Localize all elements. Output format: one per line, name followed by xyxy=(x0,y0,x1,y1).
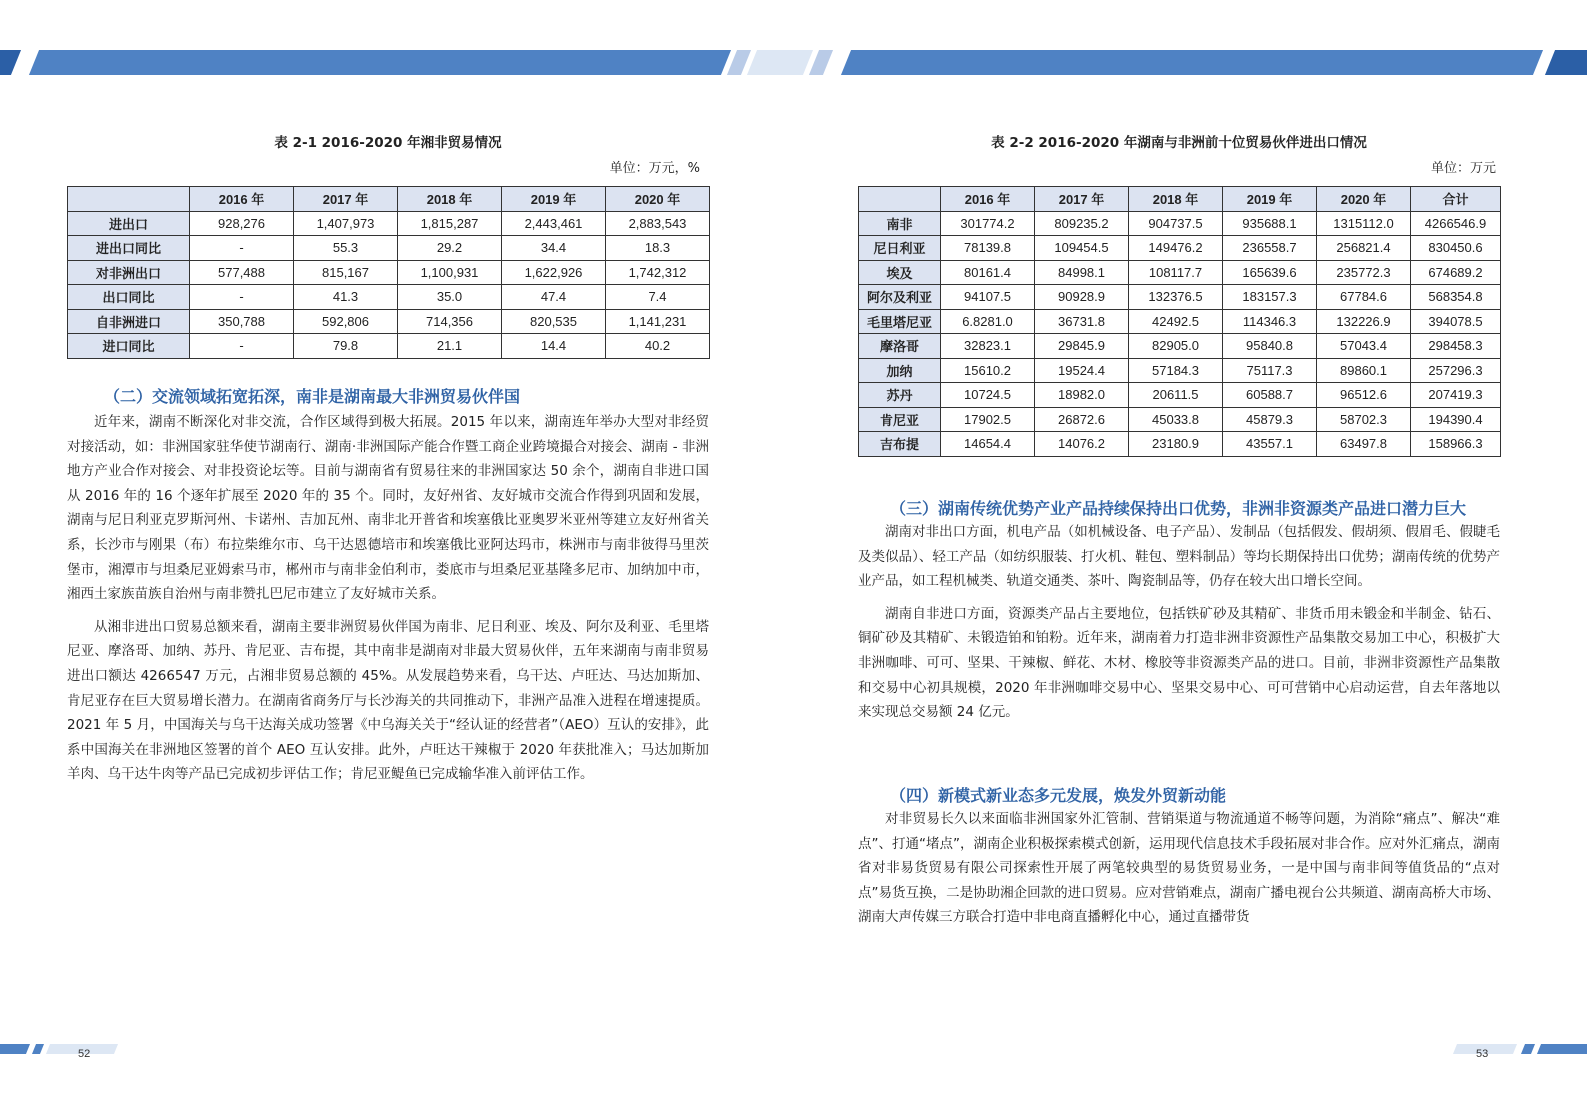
table-cell: 301774.2 xyxy=(941,211,1035,236)
row-label: 进口同比 xyxy=(68,334,190,359)
table-cell: 58702.3 xyxy=(1317,407,1411,432)
table-cell: - xyxy=(190,285,294,310)
table-cell: 89860.1 xyxy=(1317,358,1411,383)
table-row xyxy=(68,285,710,310)
table-cell: 935688.1 xyxy=(1223,211,1317,236)
table-row xyxy=(859,285,1501,310)
table-header-cell: 2017 年 xyxy=(1035,187,1129,212)
row-label: 出口同比 xyxy=(68,285,190,310)
table-header-cell: 合计 xyxy=(1411,187,1501,212)
table-cell: 7.4 xyxy=(606,285,710,310)
table-cell: 35.0 xyxy=(398,285,502,310)
table-cell: 928,276 xyxy=(190,211,294,236)
table-cell: 90928.9 xyxy=(1035,285,1129,310)
table-cell: 1,815,287 xyxy=(398,211,502,236)
table-header-cell: 2020 年 xyxy=(606,187,710,212)
table-cell: 41.3 xyxy=(294,285,398,310)
table-cell: 114346.3 xyxy=(1223,309,1317,334)
table-cell: 4266546.9 xyxy=(1411,211,1501,236)
table-row xyxy=(859,211,1501,236)
left-body-text xyxy=(67,410,709,795)
table-header-cell: 2018 年 xyxy=(1129,187,1223,212)
table-cell: 36731.8 xyxy=(1035,309,1129,334)
table-cell: 96512.6 xyxy=(1317,383,1411,408)
table-row xyxy=(859,383,1501,408)
section-3-heading: （三）湖南传统优势产业产品持续保持出口优势，非洲非资源类产品进口潜力巨大 xyxy=(890,499,1467,518)
table-cell: 21.1 xyxy=(398,334,502,359)
table-cell: 394078.5 xyxy=(1411,309,1501,334)
table-row xyxy=(859,407,1501,432)
table-cell: 43557.1 xyxy=(1223,432,1317,457)
row-label: 加纳 xyxy=(859,358,941,383)
top-band-left xyxy=(0,50,740,75)
table-row xyxy=(68,334,710,359)
paragraph: 湖南自非进口方面，资源类产品占主要地位，包括铁矿砂及其精矿、非货币用未锻金和半制金、钻石、铜矿砂及其精矿、未锻造铂和铂粉。近年来，湖南着力打造非洲非资源性产品集散交易加工中心，积极扩大非洲咖啡、可可、坚果、干辣椒、鲜花、木材、橡胶等非资源类产品的进口。目前，非洲非资源性产品集散和交易中心初具规模，2020 年非洲咖啡交易中心、坚果交易中心、可可营销中心启动运营，自去年落地以来实现总交易额 24 亿元。 xyxy=(858,605,1500,721)
table-cell: 18.3 xyxy=(606,236,710,261)
row-label: 摩洛哥 xyxy=(859,334,941,359)
table-cell: 1,141,231 xyxy=(606,309,710,334)
table-row xyxy=(859,358,1501,383)
table-cell: 55.3 xyxy=(294,236,398,261)
table-cell: 109454.5 xyxy=(1035,236,1129,261)
table-cell: 1,622,926 xyxy=(502,260,606,285)
table-cell: 79.8 xyxy=(294,334,398,359)
table-row xyxy=(68,211,710,236)
table-row xyxy=(859,260,1501,285)
section-4-heading: （四）新模式新业态多元发展，焕发外贸新动能 xyxy=(890,786,1227,805)
table-cell: 1,742,312 xyxy=(606,260,710,285)
table-cell: 14076.2 xyxy=(1035,432,1129,457)
table-cell: 236558.7 xyxy=(1223,236,1317,261)
top-band-right xyxy=(838,50,1587,75)
paragraph: 湖南对非出口方面，机电产品（如机械设备、电子产品）、发制品（包括假发、假胡须、假眉毛、假睫毛及类似品）、轻工产品（如纺织服装、打火机、鞋包、塑料制品）等均长期保持出口优势；湖南传统的优势产业产品，如工程机械类、轨道交通类、茶叶、陶瓷制品等，仍存在较大出口增长空间。 xyxy=(858,524,1500,590)
table-row xyxy=(68,260,710,285)
table-header-cell: 2019 年 xyxy=(502,187,606,212)
table-cell: 18982.0 xyxy=(1035,383,1129,408)
table-cell: 94107.5 xyxy=(941,285,1035,310)
table-cell: 14654.4 xyxy=(941,432,1035,457)
table-cell: 165639.6 xyxy=(1223,260,1317,285)
table-cell: 45033.8 xyxy=(1129,407,1223,432)
table-2-1 xyxy=(67,186,710,359)
table-cell: 29.2 xyxy=(398,236,502,261)
table-cell: 78139.8 xyxy=(941,236,1035,261)
row-label: 进出口 xyxy=(68,211,190,236)
table-cell: 26872.6 xyxy=(1035,407,1129,432)
table-cell: 298458.3 xyxy=(1411,334,1501,359)
table-cell: 34.4 xyxy=(502,236,606,261)
row-label: 进出口同比 xyxy=(68,236,190,261)
table-header-corner xyxy=(859,187,941,212)
page-number-left: 52 xyxy=(78,1048,91,1060)
table-cell: - xyxy=(190,334,294,359)
table-header-cell: 2016 年 xyxy=(941,187,1035,212)
row-label: 对非洲出口 xyxy=(68,260,190,285)
table-cell: 42492.5 xyxy=(1129,309,1223,334)
table-cell: 830450.6 xyxy=(1411,236,1501,261)
table-cell: 80161.4 xyxy=(941,260,1035,285)
section-3-body-text xyxy=(858,520,1500,733)
table-cell: 14.4 xyxy=(502,334,606,359)
table-cell: 256821.4 xyxy=(1317,236,1411,261)
paragraph: 从湘非进出口贸易总额来看，湖南主要非洲贸易伙伴国为南非、尼日利亚、埃及、阿尔及利亚、毛里塔尼亚、摩洛哥、加纳、苏丹、肯尼亚、吉布提，其中南非是湖南对非最大贸易伙伴，五年来湖南与南非贸易进出口额达 4266547 万元，占湘非贸易总额的 45%。从发展趋势来看，乌干达、卢旺达、马达加斯加、肯尼亚存在巨大贸易增长潜力。在湖南省商务厅与长沙海关的共同推动下，非洲产品准入进程在增速提质。2021 年 5 月，中国海关与乌干达海关成功签署《中乌海关关于“经认证的经营者”（AEO）互认的安排》，此系中国海关在非洲地区签署的首个 AEO 互认安排。此外，卢旺达干辣椒于 2020 年获批准入；马达加斯加羊肉、乌干达牛肉等产品已完成初步评估工作；肯尼亚鳀鱼已完成输华准入前评估工作。 xyxy=(67,618,709,783)
table-cell: 350,788 xyxy=(190,309,294,334)
page-number-right: 53 xyxy=(1476,1048,1489,1060)
table-cell: 32823.1 xyxy=(941,334,1035,359)
table-cell: 904737.5 xyxy=(1129,211,1223,236)
paragraph: 近年来，湖南不断深化对非交流，合作区域得到极大拓展。2015 年以来，湖南连年举办大型对非经贸对接活动，如：非洲国家驻华使节湖南行、湖南·非洲国际产能合作暨工商企业跨境撮合对接会、湖南 - 非洲地方产业合作对接会、对非投资论坛等。目前与湖南省有贸易往来的非洲国家达 50 余个，湖南自非进口国从 2016 年的 16 个逐年扩展至 2020 年的 35 个。同时，友好州省、友好城市交流合作得到巩固和发展，湖南与尼日利亚克罗斯河州、卡诺州、吉加瓦州、南非北开普省和埃塞俄比亚奥罗米亚州等建立友好州省关系，长沙市与刚果（布）布拉柴维尔市、乌干达恩德培市和埃塞俄比亚阿达玛市，株洲市与南非彼得马里茨堡市，湘潭市与坦桑尼亚姆索马市，郴州市与南非金伯利市，娄底市与坦桑尼亚基隆多尼市、加纳加中市，湘西土家族苗族自治州与南非赞扎巴尼市建立了友好城市关系。 xyxy=(67,414,709,603)
row-label: 尼日利亚 xyxy=(859,236,941,261)
table-row xyxy=(68,309,710,334)
table-cell: 29845.9 xyxy=(1035,334,1129,359)
row-label: 南非 xyxy=(859,211,941,236)
table-cell: 158966.3 xyxy=(1411,432,1501,457)
table-cell: 57043.4 xyxy=(1317,334,1411,359)
table-cell: 57184.3 xyxy=(1129,358,1223,383)
section-4-body-text xyxy=(858,807,1500,938)
paragraph: 对非贸易长久以来面临非洲国家外汇管制、营销渠道与物流通道不畅等问题，为消除“痛点”、解决“难点”、打通“堵点”，湖南企业积极探索模式创新，运用现代信息技术手段拓展对非合作。应对外汇痛点，湖南省对非易货贸易有限公司探索性开展了两笔较典型的易货贸易业务，一是中国与南非间等值货品的“点对点”易货互换，二是协助湘企回款的进口贸易。应对营销难点，湖南广播电视台公共频道、湖南高桥大市场、湖南大声传媒三方联合打造中非电商直播孵化中心，通过直播带货 xyxy=(858,811,1500,926)
table-cell: 1315112.0 xyxy=(1317,211,1411,236)
table-cell: 17902.5 xyxy=(941,407,1035,432)
row-label: 阿尔及利亚 xyxy=(859,285,941,310)
table-cell: 714,356 xyxy=(398,309,502,334)
table-cell: 1,407,973 xyxy=(294,211,398,236)
table-cell: 568354.8 xyxy=(1411,285,1501,310)
table-header-row xyxy=(68,187,710,212)
table-cell: 207419.3 xyxy=(1411,383,1501,408)
table-cell: 674689.2 xyxy=(1411,260,1501,285)
row-label: 埃及 xyxy=(859,260,941,285)
row-label: 吉布提 xyxy=(859,432,941,457)
table-cell: 75117.3 xyxy=(1223,358,1317,383)
table-cell: 95840.8 xyxy=(1223,334,1317,359)
table-cell: 149476.2 xyxy=(1129,236,1223,261)
table-cell: 67784.6 xyxy=(1317,285,1411,310)
table-header-cell: 2019 年 xyxy=(1223,187,1317,212)
row-label: 苏丹 xyxy=(859,383,941,408)
table-2-1-unit: 单位：万元，% xyxy=(609,161,700,176)
table-row xyxy=(859,236,1501,261)
table-cell: 108117.7 xyxy=(1129,260,1223,285)
table-header-cell: 2016 年 xyxy=(190,187,294,212)
table-header-cell: 2018 年 xyxy=(398,187,502,212)
table-row xyxy=(859,432,1501,457)
table-cell: 19524.4 xyxy=(1035,358,1129,383)
table-cell: 82905.0 xyxy=(1129,334,1223,359)
table-cell: 6.8281.0 xyxy=(941,309,1035,334)
table-cell: 60588.7 xyxy=(1223,383,1317,408)
table-cell: 23180.9 xyxy=(1129,432,1223,457)
table-header-corner xyxy=(68,187,190,212)
table-cell: 45879.3 xyxy=(1223,407,1317,432)
row-label: 肯尼亚 xyxy=(859,407,941,432)
table-cell: 809235.2 xyxy=(1035,211,1129,236)
table-cell: 820,535 xyxy=(502,309,606,334)
table-2-1-caption: 表 2-1 2016-2020 年湘非贸易情况 xyxy=(274,135,502,151)
top-band-middle xyxy=(722,50,852,75)
footer-band-left xyxy=(0,1044,120,1054)
table-cell: 815,167 xyxy=(294,260,398,285)
footer-band-right xyxy=(1455,1044,1587,1054)
table-cell: 194390.4 xyxy=(1411,407,1501,432)
table-cell: 15610.2 xyxy=(941,358,1035,383)
table-cell: - xyxy=(190,236,294,261)
table-row xyxy=(859,309,1501,334)
table-cell: 1,100,931 xyxy=(398,260,502,285)
table-row xyxy=(859,334,1501,359)
table-cell: 40.2 xyxy=(606,334,710,359)
table-cell: 2,443,461 xyxy=(502,211,606,236)
table-cell: 63497.8 xyxy=(1317,432,1411,457)
table-cell: 132376.5 xyxy=(1129,285,1223,310)
table-header-cell: 2017 年 xyxy=(294,187,398,212)
row-label: 毛里塔尼亚 xyxy=(859,309,941,334)
table-2-2 xyxy=(858,186,1501,457)
table-header-cell: 2020 年 xyxy=(1317,187,1411,212)
table-cell: 10724.5 xyxy=(941,383,1035,408)
table-cell: 47.4 xyxy=(502,285,606,310)
table-cell: 132226.9 xyxy=(1317,309,1411,334)
table-2-2-unit: 单位：万元 xyxy=(1430,161,1496,176)
table-cell: 20611.5 xyxy=(1129,383,1223,408)
table-cell: 577,488 xyxy=(190,260,294,285)
table-cell: 2,883,543 xyxy=(606,211,710,236)
section-2-heading: （二）交流领域拓宽拓深，南非是湖南最大非洲贸易伙伴国 xyxy=(104,387,521,406)
table-cell: 592,806 xyxy=(294,309,398,334)
table-header-row xyxy=(859,187,1501,212)
table-cell: 84998.1 xyxy=(1035,260,1129,285)
table-cell: 257296.3 xyxy=(1411,358,1501,383)
row-label: 自非洲进口 xyxy=(68,309,190,334)
table-cell: 235772.3 xyxy=(1317,260,1411,285)
table-2-2-caption: 表 2-2 2016-2020 年湖南与非洲前十位贸易伙伴进出口情况 xyxy=(991,135,1367,151)
table-cell: 183157.3 xyxy=(1223,285,1317,310)
table-row xyxy=(68,236,710,261)
